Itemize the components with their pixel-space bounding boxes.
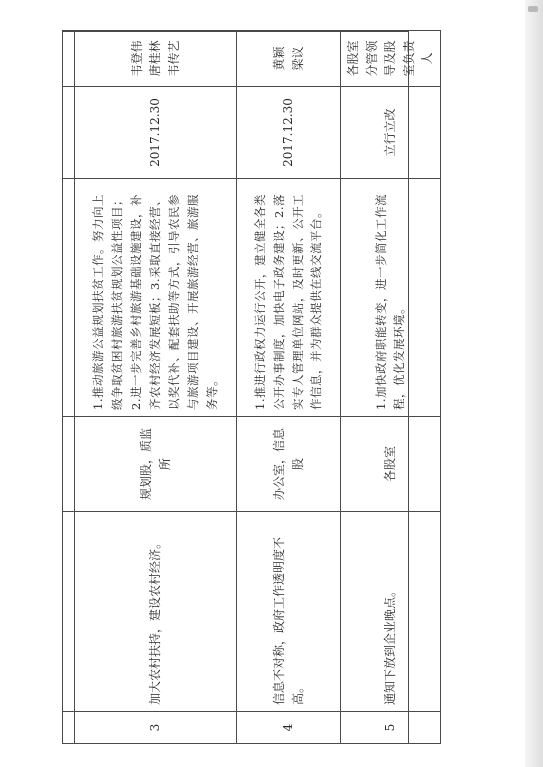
rotated-page [62, 31, 435, 744]
row-number: 4 [237, 712, 341, 744]
row-number: 5 [341, 712, 441, 744]
deadline-cell: 2017.12.30 [237, 87, 341, 179]
measure-text: 2.进一步完善乡村旅游基础设施建设，补齐农村经济发展短板；3.采取直接经营、以奖代补、配套扶助等方式，引导农民参与旅游项目建设、开展旅游经营、旅游服务等。 [129, 194, 219, 410]
measures-cell [237, 179, 341, 417]
deadline-cell: 立行立改 [341, 87, 441, 179]
issue-cell: 信息不对称，政府工作透明度不高。 [237, 512, 341, 712]
leaders-cell [75, 31, 237, 87]
department-cell: 规划股，质监所 [75, 417, 237, 512]
department-cell: 各股室 [341, 417, 441, 512]
table-row [237, 31, 341, 744]
leader-name: 唐桂林 [148, 40, 163, 77]
page-edge [525, 0, 543, 767]
row-number: 3 [75, 712, 237, 744]
leader-name: 黄颖 [271, 46, 286, 71]
measure-text: 1.加快政府职能转变，进一步简化工作流程，优化发展环境。 [373, 194, 407, 410]
measures-cell [341, 179, 441, 417]
leader-name: 韦登伟 [129, 40, 144, 77]
measure-text: 1.推动旅游公益规划扶贫工作。努力向上级争取贫困村旅游扶贫规划公益性项目； [91, 194, 125, 410]
table-row [341, 31, 441, 744]
issue-cell: 加大农村扶持，建设农村经济。 [75, 512, 237, 712]
table-row [75, 31, 237, 744]
measures-cell [75, 179, 237, 417]
measure-text: 1.推进行政权力运行公开，建立健全各类公开办事制度，加快电子政务建设；2.落实专人管理单位网站，及时更新、公开工作信息，并为群众提供在线交流平台。 [252, 194, 324, 410]
leader-name: 梁议 [290, 46, 305, 71]
rectification-table [62, 30, 441, 744]
issue-cell: 通知下放到企业晚点。 [341, 512, 441, 712]
punch-hole [528, 6, 538, 12]
leader-name: 各股室分管领导及股室负责人 [346, 40, 435, 77]
empty-row [63, 31, 75, 744]
deadline-cell: 2017.12.30 [75, 87, 237, 179]
leaders-cell [237, 31, 341, 87]
leaders-cell [341, 31, 441, 87]
department-cell: 办公室，信息股 [237, 417, 341, 512]
leader-name: 韦传艺 [166, 40, 181, 77]
